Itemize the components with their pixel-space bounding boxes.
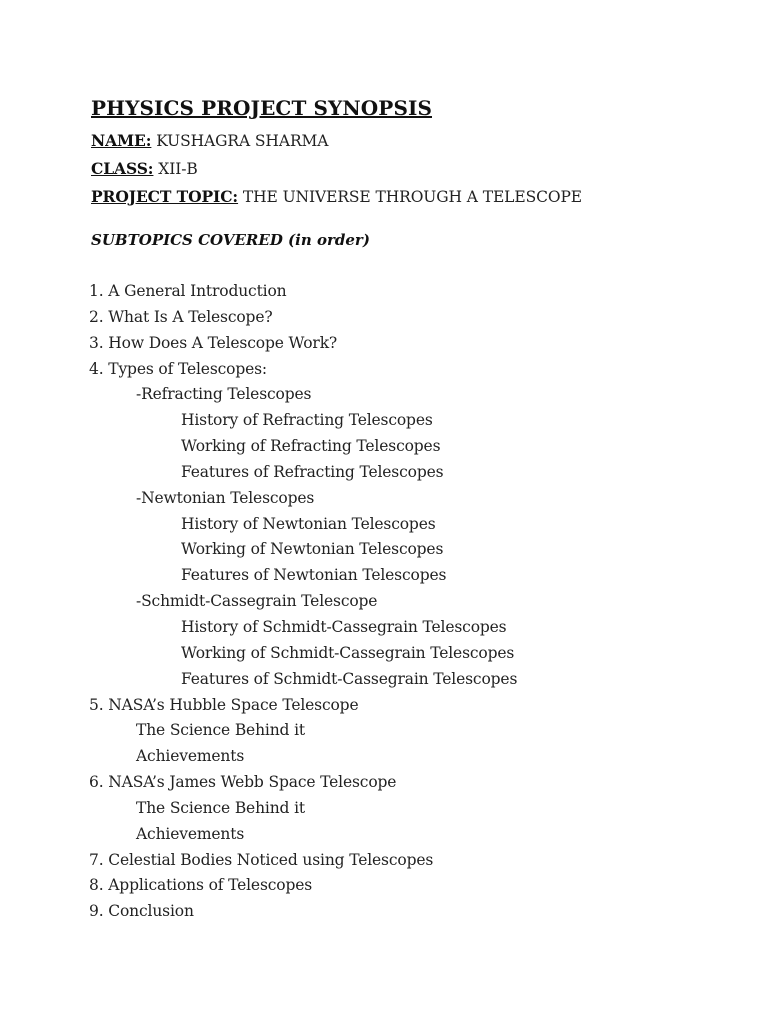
subtopic-item: 8. Applications of Telescopes — [89, 876, 313, 895]
name-label: NAME: — [91, 131, 152, 150]
subtopic-item: 2. What Is A Telescope? — [89, 307, 273, 326]
subtopic-item: -Schmidt-Cassegrain Telescope — [136, 592, 378, 611]
subtopic-item: Achievements — [136, 824, 245, 843]
subtopic-item: 1. A General Introduction — [89, 282, 287, 300]
subtopic-item: 5. NASA’s Hubble Space Telescope — [89, 695, 359, 714]
class-label: CLASS: — [91, 159, 154, 178]
class-value: XII-B — [158, 160, 198, 178]
subtopic-item: History of Refracting Telescopes — [181, 411, 433, 430]
subtopic-item: Working of Refracting Telescopes — [181, 437, 441, 456]
subtopic-item: Features of Newtonian Telescopes — [181, 566, 447, 585]
subtopics-list — [0, 279, 517, 925]
subtopic-item: Working of Schmidt-Cassegrain Telescopes — [181, 643, 515, 662]
subtopics-heading: SUBTOPICS COVERED (in order) — [91, 231, 370, 249]
subtopic-item: 6. NASA’s James Webb Space Telescope — [89, 773, 397, 792]
name-field — [91, 131, 328, 150]
subtopic-item: 4. Types of Telescopes: — [89, 359, 268, 378]
subtopic-item: 9. Conclusion — [89, 902, 194, 921]
subtopic-item: Working of Newtonian Telescopes — [181, 540, 444, 559]
project-topic-field — [91, 187, 582, 206]
project-topic-label: PROJECT TOPIC: — [91, 187, 239, 206]
subtopic-item: -Newtonian Telescopes — [136, 488, 315, 507]
subtopic-item: Achievements — [136, 747, 245, 766]
subtopic-item: -Refracting Telescopes — [136, 385, 312, 404]
class-field — [91, 159, 198, 178]
subtopic-item: Features of Refracting Telescopes — [181, 462, 444, 481]
subtopic-item: 3. How Does A Telescope Work? — [89, 333, 338, 352]
subtopic-item: History of Newtonian Telescopes — [181, 514, 436, 533]
subtopic-item: The Science Behind it — [136, 798, 305, 817]
subtopic-item: The Science Behind it — [136, 721, 305, 740]
subtopic-item: 7. Celestial Bodies Noticed using Telescopes — [89, 850, 434, 869]
document-title: PHYSICS PROJECT SYNOPSIS — [91, 96, 432, 120]
project-topic-value: THE UNIVERSE THROUGH A TELESCOPE — [242, 188, 583, 206]
subtopic-item: Features of Schmidt-Cassegrain Telescopes — [181, 669, 518, 688]
subtopic-item: History of Schmidt-Cassegrain Telescopes — [181, 617, 507, 636]
name-value: KUSHAGRA SHARMA — [156, 132, 329, 150]
